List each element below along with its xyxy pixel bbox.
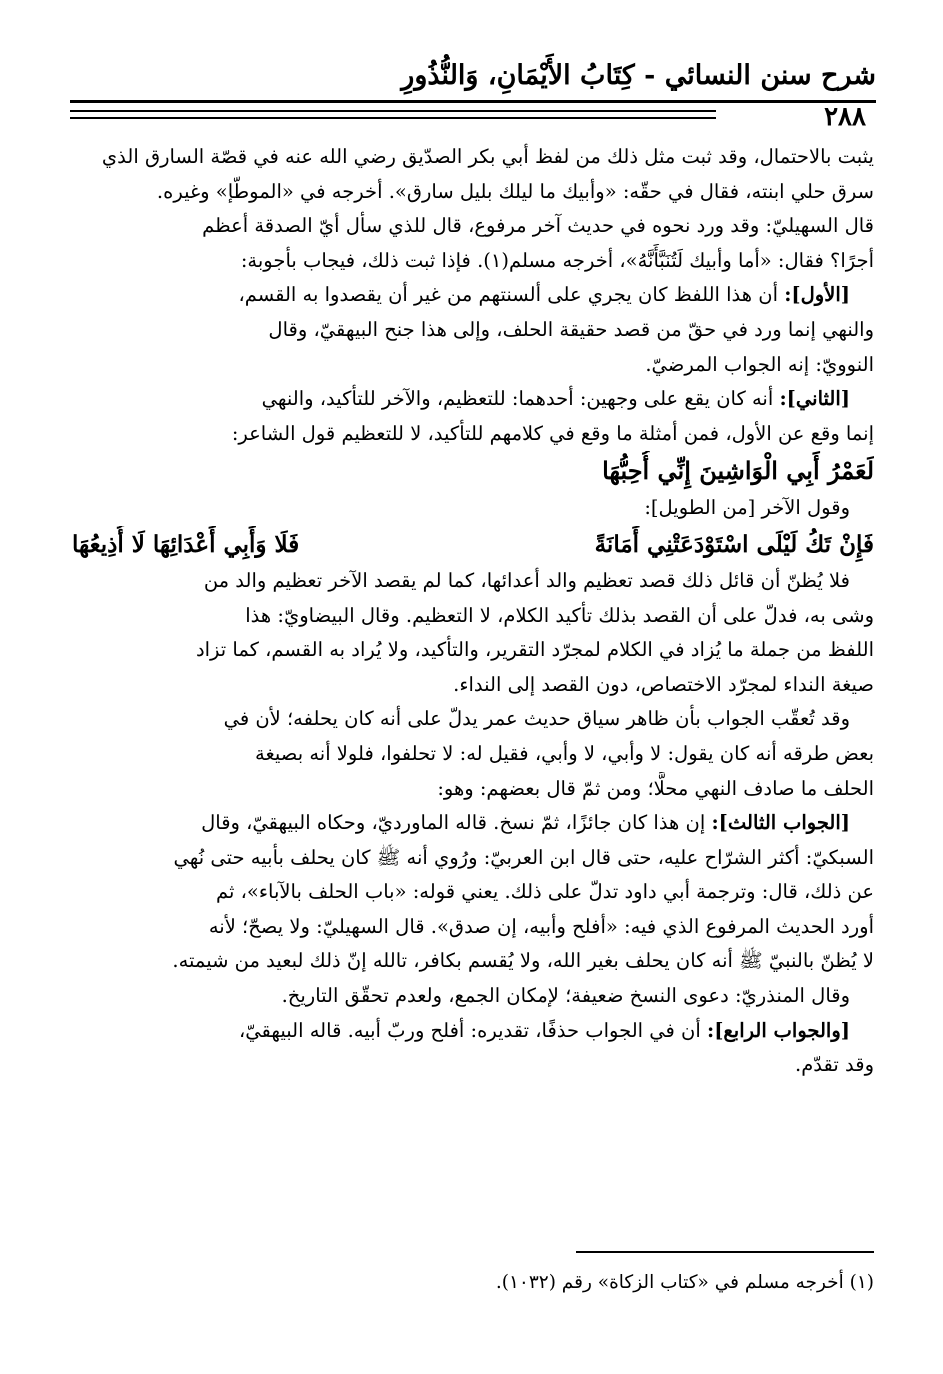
verse-second-hemistich: فَلَا وَأَبِي أَعْدَائِهَا لَا أُذِيعُهَا — [72, 530, 300, 558]
text-line: السبكيّ: أكثر الشرّاح عليه، حتى قال ابن العربيّ: ورُوي أنه ﷺ كان يحلف بأبيه حتى نُهي — [173, 845, 874, 869]
text-line: قال السهيليّ: وقد ورد نحوه في حديث آخر مرفوع، قال للذي سأل أيّ الصدقة أعظم — [202, 214, 874, 238]
text-line: وقد تقدّم. — [795, 1053, 874, 1077]
text-line: صيغة النداء لمجرّد الاختصاص، دون القصد إلى النداء. — [453, 672, 874, 696]
answer-third-label: [الجواب الثالث]: — [711, 811, 850, 835]
text-line: وقد تُعقّب الجواب بأن ظاهر سياق حديث عمر يدلّ على أنه كان يحلفه؛ لأن في — [223, 707, 850, 731]
running-header — [70, 60, 876, 132]
header-rule-double-top — [70, 110, 716, 112]
text-line: النوويّ: إنه الجواب المرضيّ. — [645, 352, 874, 376]
answer-first-label: [الأول]: — [784, 283, 850, 307]
text-line: اللفظ من جملة ما يُزاد في الكلام لمجرّد التقرير، والتأكيد، ولا يُراد به القسم، كما تزاد — [195, 638, 874, 662]
poetry-verse: لَعَمْرُ أَبِي الْوَاشِينَ إِنِّي أُحِبُّهَا — [602, 456, 874, 486]
poetry-couplet — [72, 526, 874, 564]
answer-third-line — [72, 806, 874, 841]
text-line: فلا يُظنّ أن قائل ذلك قصد تعظيم والد أعدائها، كما لم يقصد الآخر تعظيم والد من — [203, 568, 850, 592]
text-line: الحلف ما صادف النهي محلًّا؛ ومن ثمّ قال بعضهم: وهو: — [437, 776, 874, 800]
text-segment: أن هذا اللفظ كان يجري على ألسنتهم من غير أن يقصدوا به القسم، — [238, 283, 779, 307]
footnote-separator — [576, 1251, 874, 1253]
answer-fourth-line — [72, 1014, 874, 1049]
text-line: لا يُظنّ بالنبيّ ﷺ أنه كان يحلف بغير الله، ولا يُقسم بكافر، تالله إنّ ذلك لبعيد من شيمته. — [172, 949, 874, 973]
footnote: (١) أخرجه مسلم في «كتاب الزكاة» رقم (١٠٣٢). — [495, 1272, 874, 1293]
text-line: إنما وقع عن الأول، فمن أمثلة ما وقع في كلامهم للتأكيد، لا للتعظيم قول الشاعر: — [231, 421, 874, 445]
verse-first-hemistich: فَإِنْ تَكُ لَيْلَى اسْتَوْدَعَتْنِي أَمَانَةً — [594, 530, 874, 558]
header-rule — [70, 100, 876, 103]
text-segment: أن في الجواب حذفًا، تقديره: أفلح وربّ أبيه. قاله البيهقيّ، — [239, 1018, 701, 1042]
answer-fourth-label: [والجواب الرابع]: — [707, 1018, 850, 1042]
text-segment: أنه كان يقع على وجهين: أحدهما: للتعظيم، والآخر للتأكيد، والنهي — [261, 387, 774, 411]
text-line: سرق حلي ابنته، فقال في حقّه: «وأبيك ما ليلك بليل سارق». أخرجه في «الموطّإ» وغيره. — [156, 179, 874, 203]
page-number: ٢٨٨ — [824, 102, 866, 132]
text-line: والنهي إنما ورد في حقّ من قصد حقيقة الحلف، وإلى هذا جنح البيهقيّ، وقال — [268, 317, 874, 341]
text-line: يثبت بالاحتمال، وقد ثبت مثل ذلك من لفظ أبي بكر الصدّيق رضي الله عنه في قصّة السارق الذي — [101, 145, 874, 168]
main-text — [72, 140, 874, 1083]
answer-second-line — [72, 382, 874, 417]
text-segment: إن هذا كان جائزًا، ثمّ نسخ. قاله الماورديّ، وحكاه البيهقيّ، وقال — [201, 811, 706, 835]
text-line: أورد الحديث المرفوع الذي فيه: «أفلح وأبيه، إن صدق». قال السهيليّ: ولا يصحّ؛ لأنه — [208, 914, 874, 938]
header-rule-double-bottom — [70, 117, 716, 119]
header-title: شرح سنن النسائي - كِتَابُ الأَيْمَانِ، وَالنُّذُورِ — [401, 60, 876, 91]
text-line: وقول الآخر [من الطويل]: — [644, 496, 850, 520]
text-line: أجرًا؟ فقال: «أما وأبيك لَتُنَبَّأَنَّهُ»، أخرجه مسلم(١). فإذا ثبت ذلك، فيجاب بأجوبة: — [240, 248, 874, 272]
text-line: وشى به، فدلّ على أن القصد بذلك تأكيد الكلام، لا التعظيم. وقال البيضاويّ: هذا — [245, 603, 874, 627]
answer-first-line — [72, 278, 874, 313]
answer-second-label: [الثاني]: — [779, 387, 850, 411]
text-line: عن ذلك، قال: وترجمة أبي داود تدلّ على ذلك. يعني قوله: «باب الحلف بالآباء»، ثم — [216, 880, 874, 904]
text-line: وقال المنذريّ: دعوى النسخ ضعيفة؛ لإمكان الجمع، ولعدم تحقّق التاريخ. — [281, 984, 850, 1008]
text-line: بعض طرقه أنه كان يقول: لا وأبي، لا وأبي، فقيل له: لا تحلفوا، فلولا أنه بصيغة — [255, 741, 874, 765]
